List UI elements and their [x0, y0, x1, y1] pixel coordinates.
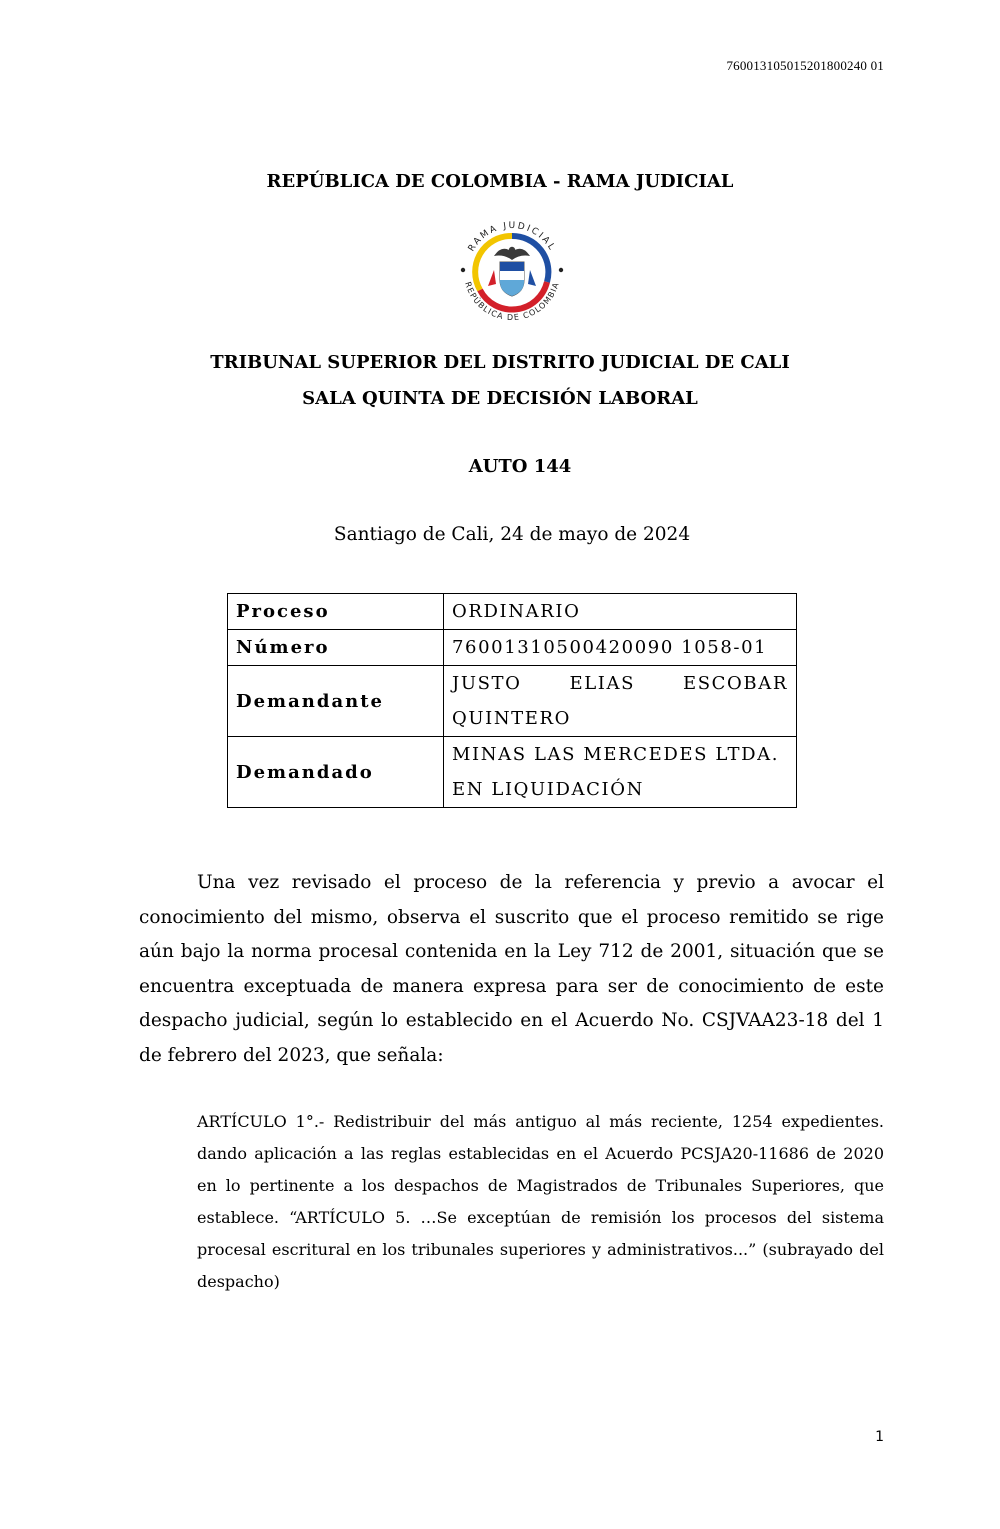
table-row — [228, 666, 797, 737]
rama-judicial-seal-icon — [450, 210, 574, 334]
table-value-proceso: ORDINARIO — [444, 594, 797, 630]
table-value-demandante — [444, 666, 797, 737]
table-value-demandado-line2: EN LIQUIDACIÓN — [452, 779, 644, 800]
date-line: Santiago de Cali, 24 de mayo de 2024 — [333, 524, 691, 545]
heading-tribunal: TRIBUNAL SUPERIOR DEL DISTRITO JUDICIAL DE CALI — [210, 352, 790, 373]
table-label-numero: Número — [228, 630, 444, 666]
table-row — [228, 630, 797, 666]
table-value-demandante-line2: QUINTERO — [452, 708, 572, 729]
table-label-demandante: Demandante — [228, 666, 444, 737]
table-value-numero: 76001310500420090 1058-01 — [444, 630, 797, 666]
case-info-table — [227, 593, 797, 808]
page-number: 1 — [875, 1429, 884, 1445]
table-label-proceso: Proceso — [228, 594, 444, 630]
table-row — [228, 737, 797, 808]
body-paragraph: Una vez revisado el proceso de la referencia y previo a avocar el conocimiento del mismo, observa el suscrito que el proceso remitido se rige aún bajo la norma procesal contenida en la Ley 712 de 2001, situación que se encuentra exceptuada de manera expresa para ser de conocimiento de este despacho judicial, según lo establecido en el Acuerdo No. CSJVAA23-18 del 1 de febrero del 2023, que señala: — [139, 872, 884, 1066]
heading-republica: REPÚBLICA DE COLOMBIA - RAMA JUDICIAL — [266, 171, 734, 192]
heading-auto-number: AUTO 144 — [468, 456, 572, 477]
document-radicado-number: 760013105015201800240 01 — [726, 58, 884, 73]
table-value-demandante-line1: JUSTO ELIAS ESCOBAR — [452, 673, 788, 694]
seal-top-text: RAMA JUDICIAL — [466, 220, 558, 254]
seal-bottom-text: REPÚBLICA DE COLOMBIA — [463, 280, 561, 323]
table-value-demandado-line1: MINAS LAS MERCEDES LTDA. — [452, 744, 780, 765]
table-label-demandado: Demandado — [228, 737, 444, 808]
quoted-article: ARTÍCULO 1°.- Redistribuir del más antiguo al más reciente, 1254 expedientes. dando aplicación a las reglas establecidas en el Acuerdo PCSJA20-11686 de 2020 en lo pertinente a los despachos de Magistrados de Tribunales Superiores, que establece. “ARTÍCULO 5. …Se exceptúan de remisión los procesos del sistema procesal escritural en los tribunales superiores y administrativos...” (subrayado del despacho) — [197, 1112, 884, 1291]
heading-sala: SALA QUINTA DE DECISIÓN LABORAL — [302, 388, 698, 409]
table-row — [228, 594, 797, 630]
table-value-demandado — [444, 737, 797, 808]
